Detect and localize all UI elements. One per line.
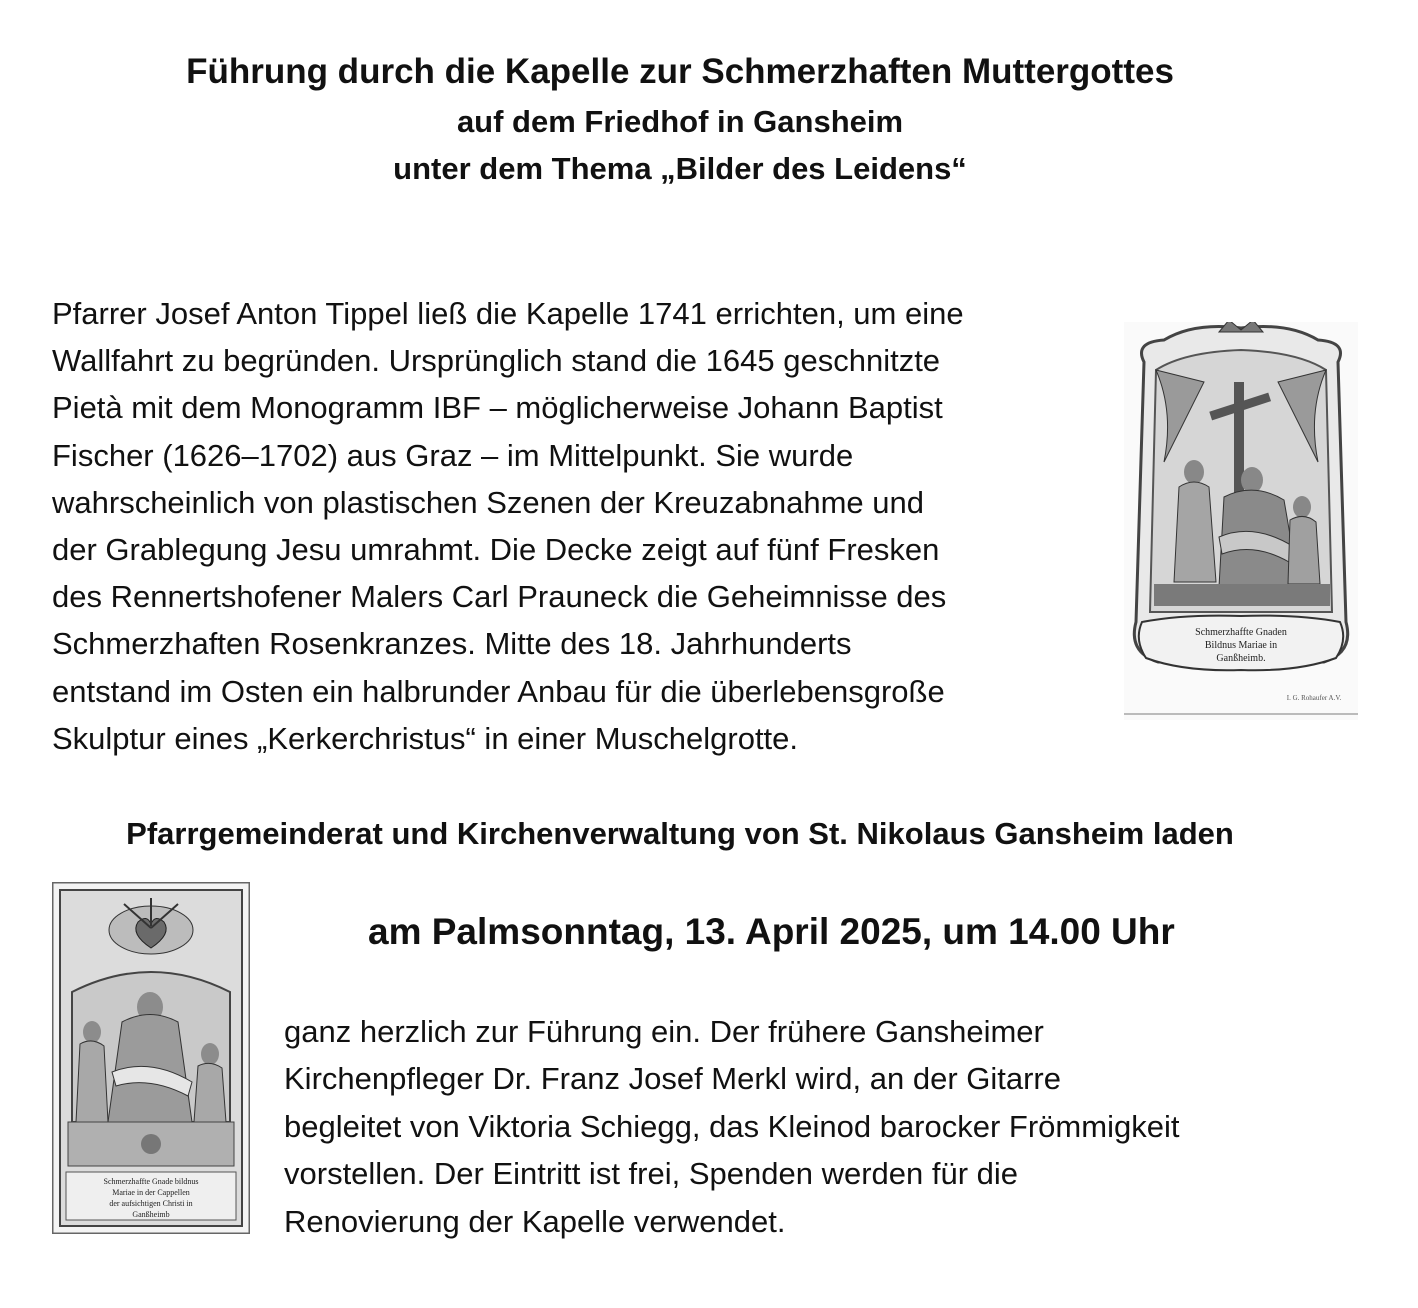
intro-line: Skulptur eines „Kerkerchristus“ in einer Muschelgrotte. — [52, 720, 799, 756]
intro-line: Pietà mit dem Monogramm IBF – möglicherweise Johann Baptist — [52, 390, 943, 426]
invitation-line: Renovierung der Kapelle verwendet. — [284, 1203, 786, 1239]
intro-line: des Rennertshofener Malers Carl Prauneck die Geheimnisse des — [52, 579, 947, 615]
intro-line: Wallfahrt zu begründen. Ursprünglich stand die 1645 geschnitzte — [52, 343, 941, 379]
intro-line: wahrscheinlich von plastischen Szenen der Kreuzabnahme und — [52, 484, 924, 520]
intro-line: entstand im Osten ein halbrunder Anbau für die überlebensgroße — [52, 673, 945, 709]
invitation-line: Kirchenpfleger Dr. Franz Josef Merkl wird, an der Gitarre — [284, 1061, 1061, 1097]
cartouche-line: Schmerzhaffte Gnaden — [1195, 627, 1287, 638]
intro-line: Pfarrer Josef Anton Tippel ließ die Kapelle 1741 errichten, um eine — [52, 296, 964, 331]
intro-line: Schmerzhaften Rosenkranzes. Mitte des 18. Jahrhunderts — [52, 626, 852, 662]
engraving-caption-line: der aufsichtigen Christi in — [109, 1199, 193, 1208]
invitation-line: ganz herzlich zur Führung ein. Der frühere Gansheimer — [284, 1014, 1044, 1049]
engraving-caption-line: Schmerzhaffte Gnade bildnus — [103, 1177, 199, 1186]
pieta-engraving-image — [1124, 322, 1358, 720]
engraving-signature: I. G. Rohaufer A.V. — [1286, 694, 1342, 702]
intro-paragraph — [52, 290, 1112, 762]
engraving-caption-line: Mariae in der Cappellen — [112, 1188, 190, 1197]
cartouche-line: Bildnus Mariae in — [1204, 640, 1278, 651]
invitation-paragraph — [284, 1008, 1364, 1245]
cartouche-line: Ganßheimb. — [1216, 653, 1266, 664]
invitation-heading: Pfarrgemeinderat und Kirchenverwaltung von St. Nikolaus Gansheim laden — [126, 816, 1234, 851]
invitation-line: vorstellen. Der Eintritt ist frei, Spenden werden für die — [284, 1156, 1019, 1192]
invitation-line: begleitet von Viktoria Schiegg, das Kleinod barocker Frömmigkeit — [284, 1108, 1180, 1144]
intro-line: der Grablegung Jesu umrahmt. Die Decke zeigt auf fünf Fresken — [52, 532, 940, 568]
intro-line: Fischer (1626–1702) aus Graz – im Mittelpunkt. Sie wurde — [52, 437, 854, 473]
event-date: am Palmsonntag, 13. April 2025, um 14.00 Uhr — [368, 911, 1175, 952]
page-title: Führung durch die Kapelle zur Schmerzhaften Muttergottes — [186, 52, 1174, 91]
subtitle-theme: unter dem Thema „Bilder des Leidens“ — [393, 151, 967, 186]
subtitle-location: auf dem Friedhof in Gansheim — [456, 104, 904, 139]
gnadenbild-engraving-image — [52, 882, 250, 1234]
engraving-caption-line: Ganßheimb — [132, 1210, 170, 1219]
